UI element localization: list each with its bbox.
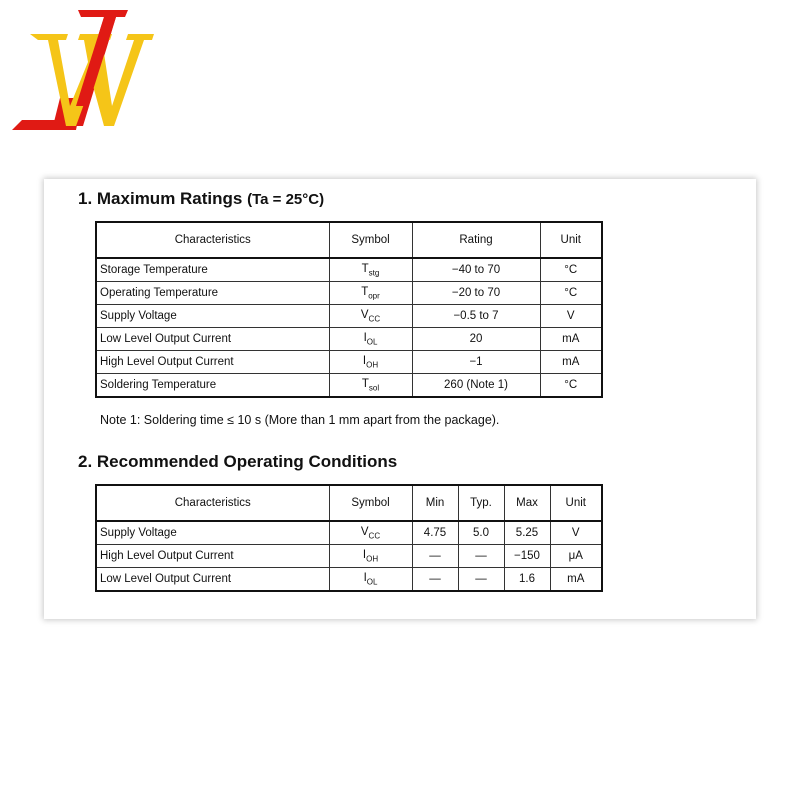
header-rating: Rating bbox=[412, 222, 540, 258]
table-row bbox=[96, 521, 602, 545]
symbol-subscript: opr bbox=[368, 291, 380, 301]
cell-symbol bbox=[329, 374, 412, 398]
cell-characteristic: Storage Temperature bbox=[96, 258, 329, 282]
recommended-conditions-table bbox=[95, 484, 603, 592]
header-max: Max bbox=[504, 485, 550, 521]
cell-characteristic: Supply Voltage bbox=[96, 521, 329, 545]
cell-characteristic: Soldering Temperature bbox=[96, 374, 329, 398]
cell-unit: °C bbox=[540, 282, 602, 305]
header-symbol: Symbol bbox=[329, 485, 412, 521]
cell-typ: — bbox=[458, 545, 504, 568]
cell-symbol bbox=[329, 328, 412, 351]
symbol-main: I bbox=[363, 571, 367, 584]
symbol-main: I bbox=[362, 548, 367, 561]
table-row bbox=[96, 328, 602, 351]
symbol-main: V bbox=[360, 525, 369, 538]
cell-characteristic: Operating Temperature bbox=[96, 282, 329, 305]
cell-symbol bbox=[329, 351, 412, 374]
cell-rating: 260 (Note 1) bbox=[412, 374, 540, 398]
cell-typ: — bbox=[458, 568, 504, 592]
table-row bbox=[96, 568, 602, 592]
cell-min: 4.75 bbox=[412, 521, 458, 545]
table-row bbox=[96, 351, 602, 374]
maximum-ratings-table bbox=[95, 221, 603, 398]
cell-characteristic: Low Level Output Current bbox=[96, 568, 329, 592]
table-row bbox=[96, 305, 602, 328]
section1-title bbox=[78, 189, 324, 209]
symbol-main: I bbox=[363, 331, 367, 344]
table-row bbox=[96, 258, 602, 282]
cell-unit: μA bbox=[550, 545, 602, 568]
header-characteristics: Characteristics bbox=[96, 222, 329, 258]
cell-unit: mA bbox=[540, 328, 602, 351]
symbol-main: V bbox=[360, 308, 369, 321]
cell-unit: °C bbox=[540, 258, 602, 282]
symbol-subscript: CC bbox=[368, 314, 381, 324]
header-characteristics: Characteristics bbox=[96, 485, 329, 521]
cell-symbol bbox=[329, 545, 412, 568]
header-symbol: Symbol bbox=[329, 222, 412, 258]
section1-condition: (Ta = 25°C) bbox=[247, 191, 325, 208]
datasheet-card bbox=[44, 179, 756, 619]
header-min: Min bbox=[412, 485, 458, 521]
cell-rating: −40 to 70 bbox=[412, 258, 540, 282]
table-header-row bbox=[96, 222, 602, 258]
cell-characteristic: Low Level Output Current bbox=[96, 328, 329, 351]
cell-symbol bbox=[329, 305, 412, 328]
symbol-main: T bbox=[361, 377, 369, 390]
symbol-subscript: sol bbox=[368, 383, 380, 393]
cell-typ: 5.0 bbox=[458, 521, 504, 545]
table-row bbox=[96, 374, 602, 398]
header-unit: Unit bbox=[540, 222, 602, 258]
cell-symbol bbox=[329, 258, 412, 282]
cell-unit: V bbox=[540, 305, 602, 328]
soldering-note: Note 1: Soldering time ≤ 10 s (More than 1 mm apart from the package). bbox=[100, 413, 500, 427]
cell-max: −150 bbox=[504, 545, 550, 568]
cell-rating: −20 to 70 bbox=[412, 282, 540, 305]
cell-rating: −0.5 to 7 bbox=[412, 305, 540, 328]
symbol-subscript: OH bbox=[366, 360, 379, 370]
symbol-main: I bbox=[362, 354, 367, 367]
symbol-main: T bbox=[361, 285, 369, 298]
cell-max: 1.6 bbox=[504, 568, 550, 592]
cell-unit: V bbox=[550, 521, 602, 545]
cell-min: — bbox=[412, 545, 458, 568]
table-row bbox=[96, 545, 602, 568]
table-row bbox=[96, 282, 602, 305]
section1-title-text: 1. Maximum Ratings bbox=[78, 189, 243, 208]
cell-unit: mA bbox=[540, 351, 602, 374]
cell-unit: °C bbox=[540, 374, 602, 398]
cell-symbol bbox=[329, 521, 412, 545]
cell-unit: mA bbox=[550, 568, 602, 592]
symbol-subscript: stg bbox=[368, 268, 380, 278]
cell-min: — bbox=[412, 568, 458, 592]
cell-rating: 20 bbox=[412, 328, 540, 351]
symbol-subscript: OH bbox=[366, 554, 379, 564]
lw-logo bbox=[8, 6, 158, 136]
symbol-subscript: OL bbox=[366, 337, 378, 347]
symbol-main: T bbox=[361, 262, 369, 275]
cell-max: 5.25 bbox=[504, 521, 550, 545]
cell-characteristic: High Level Output Current bbox=[96, 545, 329, 568]
header-typ: Typ. bbox=[458, 485, 504, 521]
cell-symbol bbox=[329, 568, 412, 592]
cell-rating: −1 bbox=[412, 351, 540, 374]
cell-symbol bbox=[329, 282, 412, 305]
symbol-subscript: OL bbox=[366, 577, 378, 587]
section2-title: 2. Recommended Operating Conditions bbox=[78, 452, 398, 471]
symbol-subscript: CC bbox=[368, 531, 381, 541]
table-header-row bbox=[96, 485, 602, 521]
cell-characteristic: High Level Output Current bbox=[96, 351, 329, 374]
header-unit: Unit bbox=[550, 485, 602, 521]
cell-characteristic: Supply Voltage bbox=[96, 305, 329, 328]
